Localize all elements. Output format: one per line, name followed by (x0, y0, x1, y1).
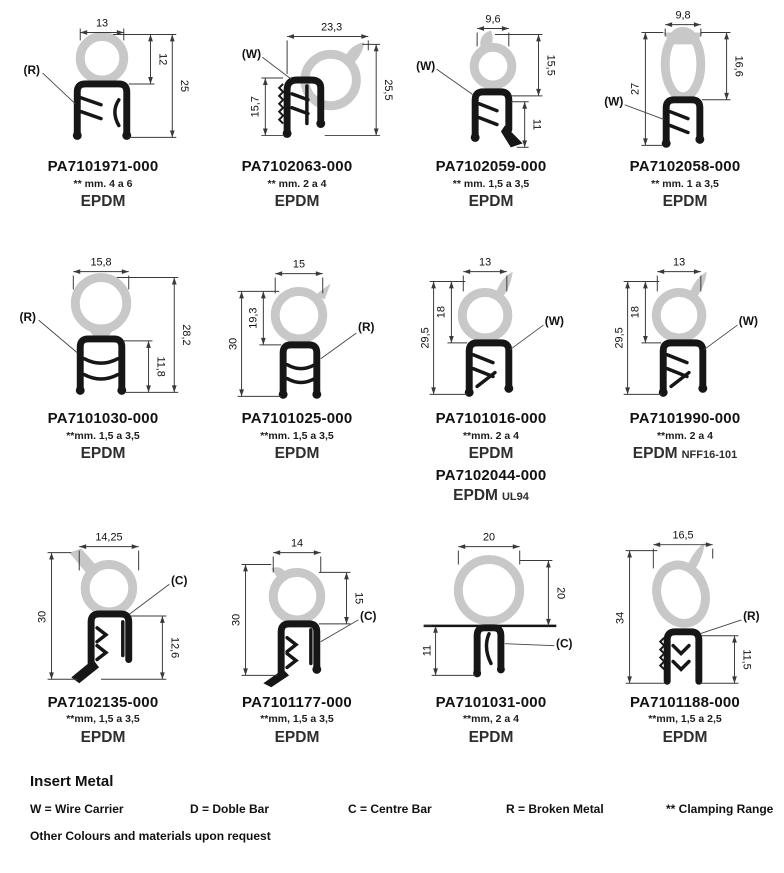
grip-bars (84, 359, 118, 379)
grip-chevrons (673, 645, 689, 669)
seal-tip (495, 272, 513, 300)
legend-item-clamping-range: ** Clamping Range (666, 801, 774, 816)
part-number: PA7102058-000 (629, 158, 741, 175)
clamping-range: **mm, 1,5 a 3,5 (66, 713, 140, 726)
dimension-label: 15,7 (249, 96, 262, 118)
insert-metal-label: (W) (241, 47, 262, 62)
dimension-label: 20 (482, 531, 496, 544)
dimension-label: 29,5 (419, 327, 432, 349)
part-number: PA7102063-000 (241, 158, 353, 175)
wire-carrier-serration (279, 84, 283, 124)
leader-line (625, 105, 665, 120)
profile-drawing (394, 6, 588, 156)
dimension-label: 13 (673, 256, 686, 269)
insert-metal-label: (C) (170, 572, 188, 587)
seal-bulb (649, 558, 713, 629)
insert-metal-label: (W) (544, 314, 564, 329)
part-number: PA7101030-000 (47, 410, 159, 428)
wire-carrier-serration (660, 637, 664, 669)
grip-fingers (473, 355, 495, 387)
material: EPDM (468, 728, 514, 746)
dimension-label: 30 (227, 338, 240, 351)
dimension-label: 30 (230, 613, 243, 626)
dimension-label: 11 (421, 644, 434, 656)
dimension-label: 15,5 (544, 54, 557, 76)
dimensions (422, 531, 567, 675)
seal-tip (689, 272, 707, 300)
insert-metal-label: (W) (738, 314, 758, 329)
leader-line (39, 320, 78, 353)
profile-card (394, 253, 588, 505)
profile-card (6, 6, 200, 211)
material: EPDM (80, 445, 126, 463)
dimension-label: 20 (554, 586, 567, 599)
dimension-label: 15,8 (90, 256, 112, 269)
clamping-range: ** mm. 4 a 6 (73, 177, 133, 190)
profile-card (588, 530, 782, 747)
clamping-range: **mm. 1,5 a 3,5 (260, 430, 334, 442)
profile-caption (436, 694, 547, 747)
profile-drawing (200, 253, 394, 408)
profile-caption (242, 410, 353, 463)
material: EPDM (80, 192, 126, 210)
seal-bulb (85, 564, 133, 612)
grip-tongue (115, 100, 119, 126)
profile-drawing (394, 253, 588, 408)
legend (6, 773, 784, 843)
profile-card (588, 6, 782, 211)
part-number: PA7101990-000 (629, 410, 741, 428)
dimensions (231, 537, 365, 675)
dimension-label: 15 (352, 591, 365, 604)
grip-fingers (287, 629, 311, 667)
clamping-range: **mm, 2 a 4 (462, 713, 520, 726)
profile-drawing (588, 6, 782, 156)
leader-line (510, 325, 544, 350)
profiles-row-2 (6, 253, 784, 505)
dimension-label: 25,5 (382, 79, 394, 101)
dimension-label: 27 (629, 82, 642, 95)
profile-card (6, 530, 200, 747)
seal-bulb (474, 47, 512, 85)
profile-card (6, 253, 200, 505)
dimension-label: 14,25 (95, 531, 123, 544)
material: EPDM (662, 192, 708, 210)
dimension-label: 18 (629, 306, 642, 319)
clamping-range: **mm, 1,5 a 3,5 (260, 713, 334, 726)
dimension-label: 9,8 (675, 9, 691, 22)
grip-bars (287, 365, 315, 383)
seal-bulb (458, 559, 519, 620)
profile-caption (48, 158, 159, 211)
dimensions (37, 531, 181, 679)
dimension-label: 11,8 (154, 356, 167, 378)
grip-fingers (81, 98, 101, 119)
leader-line (43, 73, 76, 104)
profile-card (588, 253, 782, 505)
dimension-label: 14 (290, 537, 304, 550)
clamping-range: **mm. 1,5 a 3,5 (66, 430, 140, 442)
profile-caption (630, 158, 741, 211)
dimension-label: 25 (178, 79, 191, 93)
profile-caption (630, 694, 740, 747)
dimension-label: 23,3 (321, 21, 343, 34)
material: EPDM (274, 728, 320, 746)
dimension-label: 18 (435, 306, 448, 319)
legend-title: Insert Metal (30, 772, 114, 790)
leader-line (505, 643, 554, 645)
seal-bulb (275, 292, 323, 340)
leader-line (321, 333, 357, 359)
profiles-row-1 (6, 6, 784, 211)
part-number-secondary: PA7102044-000 (435, 466, 547, 484)
material: EPDM (468, 445, 514, 463)
legend-item-doble-bar: D = Doble Bar (190, 801, 270, 816)
dimension-label: 29,5 (613, 327, 626, 349)
insert-metal-label: (C) (360, 608, 377, 623)
part-number: PA7101031-000 (435, 693, 547, 711)
profile-caption (630, 410, 741, 463)
profile-card (200, 253, 394, 505)
material: EPDM (274, 192, 320, 210)
profile-caption (242, 694, 352, 747)
legend-item-broken-metal: R = Broken Metal (506, 801, 604, 816)
dimensions (615, 530, 753, 683)
profile-drawing (588, 530, 782, 692)
dimension-label: 12,6 (168, 636, 181, 658)
profile-card (394, 6, 588, 211)
part-number: PA7101177-000 (242, 693, 352, 711)
profile-caption (48, 694, 159, 747)
profile-drawing (6, 6, 200, 156)
material: EPDM (274, 445, 320, 463)
legend-row (30, 802, 784, 816)
insert-metal-label: (C) (556, 636, 573, 651)
grip-fingers (670, 112, 688, 133)
dimension-label: 11 (530, 118, 543, 131)
grip-fingers (667, 355, 689, 387)
dimension-label: 13 (95, 17, 109, 30)
insert-metal-label: (R) (23, 63, 40, 78)
seal-bulb (462, 293, 508, 339)
profile-drawing (200, 6, 394, 156)
part-number: PA7101016-000 (435, 410, 547, 428)
clamping-range: **mm, 1,5 a 2,5 (648, 713, 722, 726)
profile-drawing (588, 253, 782, 408)
part-number: PA7101188-000 (630, 693, 740, 711)
material: EPDM (662, 728, 708, 746)
profile-drawing (6, 253, 200, 408)
clamp-profile (667, 631, 699, 680)
profile-caption (242, 158, 353, 211)
dimension-label: 12 (156, 53, 169, 66)
seal-bulb (75, 278, 126, 329)
clamping-range: ** mm. 2 a 4 (267, 177, 327, 190)
leader-line (704, 325, 738, 350)
dimension-label: 11,5 (740, 648, 753, 670)
material: EPDM (468, 192, 514, 210)
clamping-range: ** mm. 1 a 3,5 (651, 177, 719, 190)
part-number: PA7101025-000 (241, 410, 353, 428)
clamping-range: **mm. 2 a 4 (462, 430, 520, 442)
clamp-foot (263, 669, 289, 687)
profile-caption (436, 158, 547, 211)
part-number: PA7102135-000 (47, 693, 159, 711)
part-number: PA7102059-000 (435, 158, 547, 175)
dimension-label: 15 (292, 258, 306, 271)
insert-metal-label: (W) (416, 59, 436, 74)
profile-drawing (6, 530, 200, 692)
leader-line (437, 69, 474, 95)
clamping-range: ** mm. 1,5 a 3,5 (452, 177, 530, 190)
legend-item-wire-carrier: W = Wire Carrier (30, 801, 124, 816)
dimension-label: 16,6 (732, 55, 745, 77)
leader-line (700, 620, 742, 634)
seal-bulb (273, 572, 321, 620)
clamp-profile (77, 84, 126, 135)
grip-fingers (479, 104, 497, 125)
profiles-row-3 (6, 530, 784, 747)
profile-caption (48, 410, 159, 463)
part-number: PA7101971-000 (47, 158, 159, 175)
profile-caption (436, 410, 547, 505)
profile-card (200, 530, 394, 747)
insert-metal-label: (W) (604, 94, 624, 109)
profile-drawing (394, 530, 588, 692)
material-secondary: EPDM UL94 (453, 487, 529, 505)
legend-note: Other Colours and materials upon request (30, 828, 271, 843)
material: EPDM NFF16-101 (632, 445, 738, 463)
dimension-label: 9,6 (485, 13, 501, 26)
seal-bulb (656, 293, 702, 339)
grip-fingers (292, 86, 308, 124)
dimension-label: 28,2 (180, 324, 193, 346)
legend-item-centre-bar: C = Centre Bar (348, 801, 432, 816)
dimension-label: 13 (479, 256, 492, 269)
insert-metal-label: (R) (743, 608, 760, 623)
dimension-label: 19,3 (247, 307, 260, 329)
insert-metal-label: (R) (19, 310, 37, 325)
profile-card (394, 530, 588, 747)
dimension-label: 34 (614, 611, 627, 624)
dimension-label: 30 (36, 610, 49, 623)
dimension-label: 16,5 (672, 529, 694, 542)
profile-drawing (200, 530, 394, 692)
clamping-range: **mm. 2 a 4 (656, 430, 714, 442)
insert-metal-label: (R) (358, 320, 375, 335)
profile-card (200, 6, 394, 211)
grip-fingers (97, 622, 123, 660)
leader-line (321, 620, 359, 642)
grip-tongue (486, 633, 491, 663)
seal-bulb (80, 36, 124, 80)
clamp-profile (666, 100, 700, 144)
material: EPDM (80, 728, 126, 746)
